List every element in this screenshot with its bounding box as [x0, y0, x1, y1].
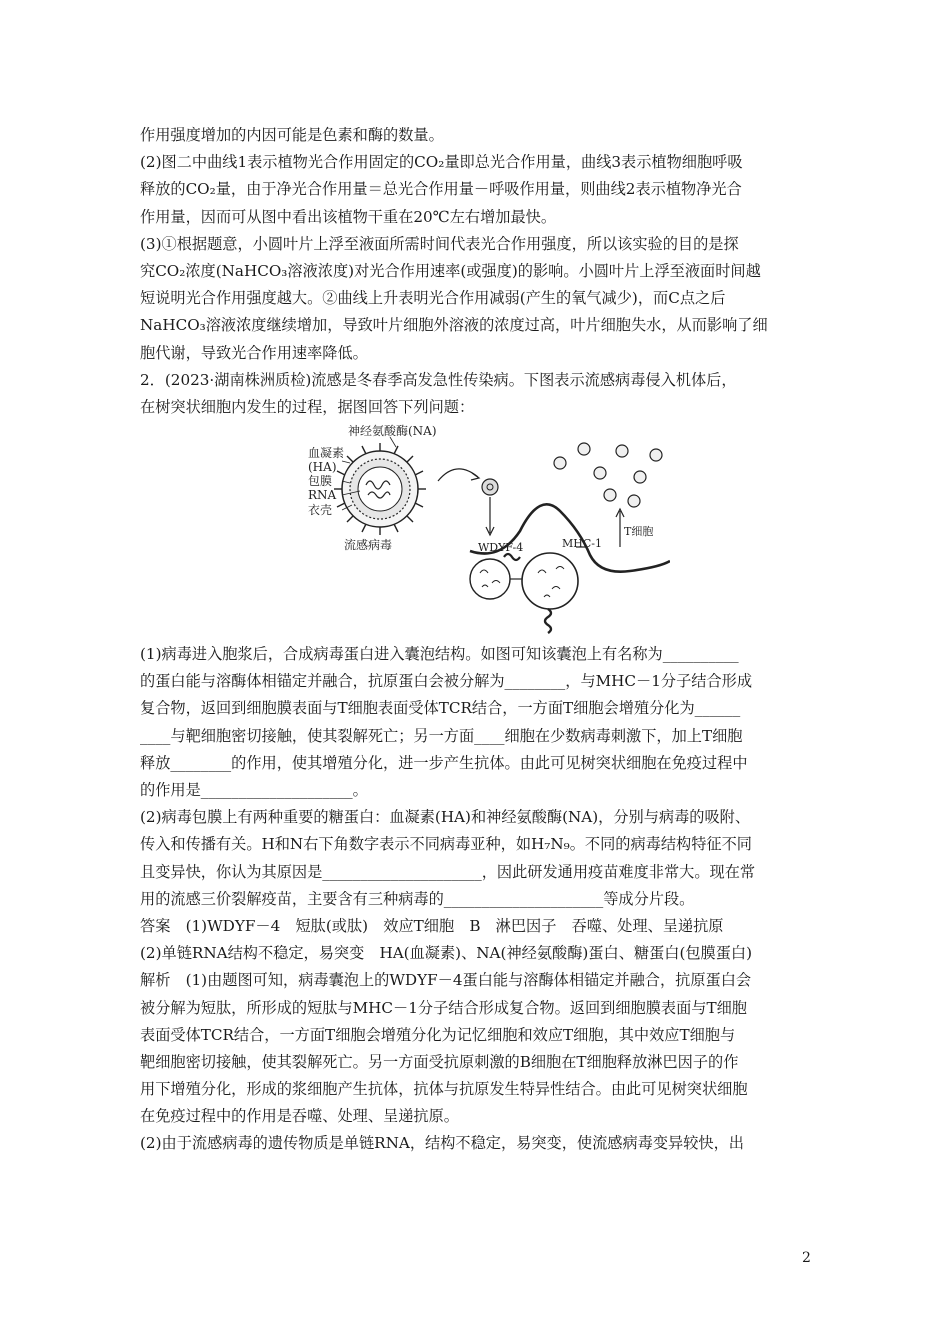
- mhc-complex: [545, 609, 551, 633]
- text-line: 短说明光合作用强度越大。②曲线上升表明光合作用减弱(产生的氧气减少)，而C点之后: [140, 289, 726, 308]
- text-line: 作用量，因而可从图中看出该植物干重在20℃左右增加最快。: [140, 207, 557, 226]
- page-number: 2: [802, 1250, 811, 1266]
- influenza-virus: [334, 437, 426, 535]
- virus-diagram: [300, 423, 670, 637]
- label-ha: 血凝素: [308, 446, 345, 461]
- page-content: [140, 122, 812, 1158]
- text-line: (2)由于流感病毒的遗传物质是单链RNA，结构不稳定，易突变，使流感病毒变异较快，出: [140, 1134, 744, 1153]
- label-wdyf: WDYF-4: [478, 541, 524, 555]
- label-mhc: MHC-1: [562, 537, 602, 551]
- label-rna: RNA: [308, 488, 337, 503]
- text-line: 的作用是____________________。: [140, 781, 368, 799]
- label-ha-abbr: (HA): [308, 460, 337, 475]
- text-line: NaHCO₃溶液浓度继续增加，导致叶片细胞外溶液的浓度过高，叶片细胞失水，从而影响了细: [140, 316, 768, 335]
- text-line: 胞代谢，导致光合作用速率降低。: [140, 343, 368, 362]
- text-line: 释放________的作用，使其增殖分化，进一步产生抗体。由此可见树突状细胞在免疫过程中: [140, 753, 748, 772]
- answer-line: 答案 (1)WDYF－4 短肽(或肽) 效应T细胞 B 淋巴因子 吞噬、处理、呈递抗原: [140, 916, 724, 935]
- text-line: 传入和传播有关。H和N右下角数字表示不同病毒亚种，如H₇N₉。不同的病毒结构特征不同: [140, 835, 752, 854]
- question-2-line: 2．(2023·湖南株洲质检)流感是冬春季高发急性传染病。下图表示流感病毒侵入机体后，: [140, 370, 737, 389]
- text-line: 且变异快，你认为其原因是_____________________，因此研发通用疫苗难度非常大。现在常: [140, 862, 756, 881]
- endosome: [470, 559, 510, 599]
- virus-figure: [140, 421, 812, 641]
- label-capsid: 衣壳: [308, 503, 333, 518]
- text-line: 在免疫过程中的作用是吞噬、处理、呈递抗原。: [140, 1107, 459, 1126]
- label-tcell: T细胞: [624, 525, 654, 539]
- text-line: 究CO₂浓度(NaHCO₃溶液浓度)对光合作用速率(或强度)的影响。小圆叶片上浮至液面时间越: [140, 261, 761, 280]
- text-line: 作用强度增加的内因可能是色素和酶的数量。: [140, 126, 444, 144]
- label-virus: 流感病毒: [344, 538, 393, 553]
- text-line: (2)图二中曲线1表示植物光合作用固定的CO₂量即总光合作用量，曲线3表示植物细胞呼吸: [140, 153, 743, 172]
- text-line: 表面受体TCR结合，一方面T细胞会增殖分化为记忆细胞和效应T细胞，其中效应T细胞与: [140, 1025, 736, 1044]
- text-line: 在树突状细胞内发生的过程，据图回答下列问题：: [140, 397, 475, 416]
- label-envelope: 包膜: [308, 474, 333, 489]
- text-line: 用的流感三价裂解疫苗，主要含有三种病毒的_____________________等成分片段。: [140, 889, 695, 908]
- text-line: 复合物，返回到细胞膜表面与T细胞表面受体TCR结合，一方面T细胞会增殖分化为______: [140, 699, 741, 718]
- answer-line: (2)单链RNA结构不稳定，易突变 HA(血凝素)、NA(神经氨酸酶)蛋白、糖蛋白(包膜蛋白): [140, 944, 753, 963]
- question-part-1: (1)病毒进入胞浆后，合成病毒蛋白进入囊泡结构。如图可知该囊泡上有名称为__________: [140, 645, 739, 664]
- label-na: 神经氨酸酶(NA): [348, 424, 437, 439]
- text-line: 用下增殖分化，形成的浆细胞产生抗体，抗体与抗原发生特异性结合。由此可见树突状细胞: [140, 1080, 748, 1099]
- small-virus: [482, 479, 498, 495]
- analysis-line: 解析 (1)由题图可知，病毒囊泡上的WDYF－4蛋白能与溶酶体相锚定并融合，抗原蛋白会: [140, 971, 752, 990]
- question-part-2: (2)病毒包膜上有两种重要的糖蛋白：血凝素(HA)和神经氨酸酶(NA)，分别与病毒的吸附、: [140, 808, 751, 827]
- text-line: (3)①根据题意，小圆叶片上浮至液面所需时间代表光合作用强度，所以该实验的目的是探: [140, 234, 739, 253]
- text-line: 被分解为短肽，所形成的短肽与MHC－1分子结合形成复合物。返回到细胞膜表面与T细胞: [140, 998, 747, 1017]
- text-line: 释放的CO₂量，由于净光合作用量＝总光合作用量－呼吸作用量，则曲线2表示植物净光合: [140, 180, 742, 199]
- text-line: ____与靶细胞密切接触，使其裂解死亡；另一方面____细胞在少数病毒刺激下，加上T细胞: [140, 726, 743, 745]
- wdyf-protein: [504, 554, 520, 560]
- antigen-particles: [554, 443, 662, 507]
- lysosome: [522, 553, 578, 609]
- text-line: 靶细胞密切接触，使其裂解死亡。另一方面受抗原刺激的B细胞在T细胞释放淋巴因子的作: [140, 1052, 739, 1071]
- text-line: 的蛋白能与溶酶体相锚定并融合，抗原蛋白会被分解为________，与MHC－1分子结合形成: [140, 672, 753, 691]
